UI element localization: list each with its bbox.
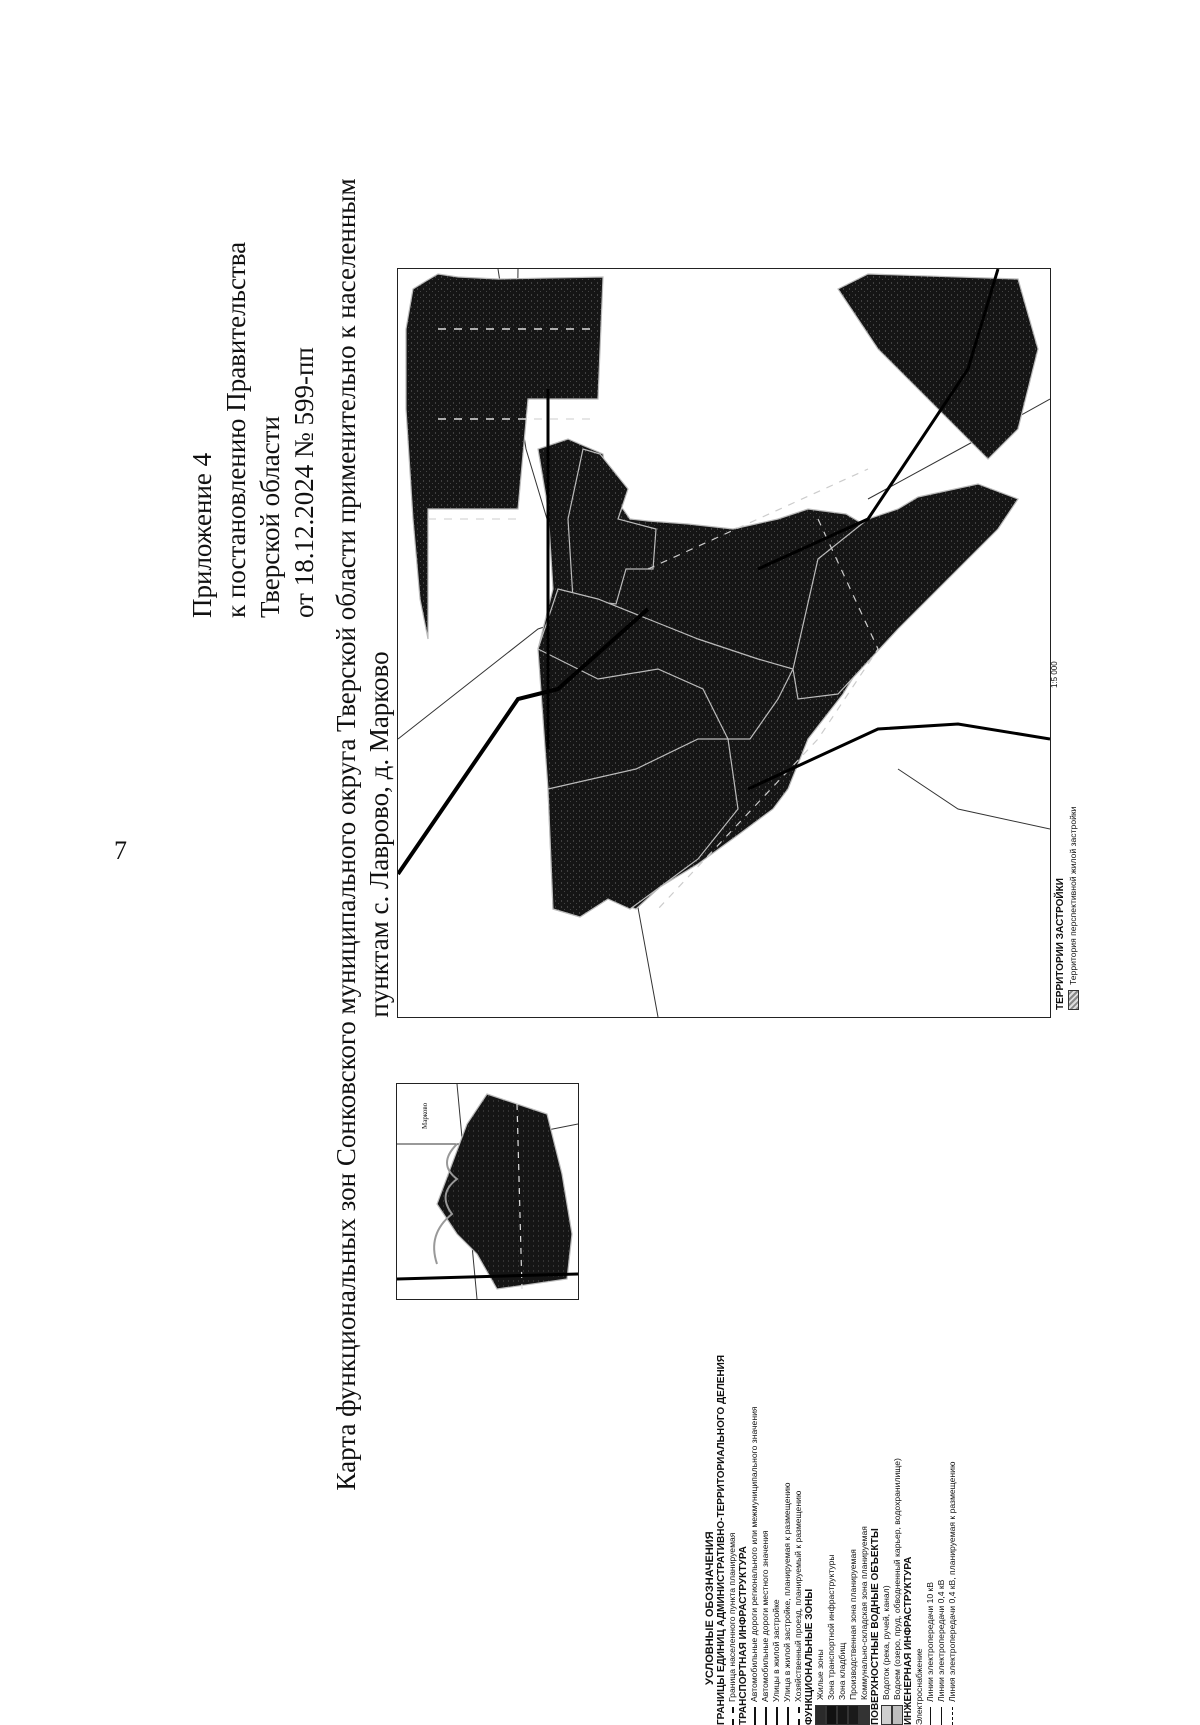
map-title-line2: пунктам с. Лаврово, д. Марково xyxy=(364,651,394,1018)
legend-item xyxy=(793,1355,804,1725)
settlement-label: Марково xyxy=(421,1102,429,1129)
zone-swatch xyxy=(815,1705,826,1725)
build-legend xyxy=(1055,807,1079,1010)
context-line xyxy=(898,769,1050,829)
hatch-swatch xyxy=(1068,990,1079,1010)
legend-title: УСЛОВНЫЕ ОБОЗНАЧЕНИЯ xyxy=(704,1531,716,1685)
inset-map xyxy=(396,1083,579,1300)
legend-label: Линия электропередачи 0,4 кВ, планируемая к размещению xyxy=(947,1461,957,1702)
line-symbol xyxy=(787,1707,789,1725)
inset-map-drawing xyxy=(397,1084,578,1299)
legend-label: Линии электропередачи 0,4 кВ xyxy=(936,1579,946,1702)
legend-item xyxy=(749,1355,760,1725)
map-title xyxy=(330,157,396,1512)
zone-swatch xyxy=(848,1705,859,1725)
legend-heading: ФУНКЦИОНАЛЬНЫЕ ЗОНЫ xyxy=(804,1588,815,1725)
appendix-header xyxy=(185,242,321,618)
legend-label: Автомобильные дороги регионального или межмуниципального значения xyxy=(749,1406,759,1702)
legend-label: Зона кладбищ xyxy=(837,1642,847,1700)
map-title-line1: Карта функциональных зон Сонковского муниципального округа Тверской области применительно к населенным xyxy=(331,178,361,1491)
zone-swatch xyxy=(859,1705,870,1725)
legend-item xyxy=(826,1355,837,1725)
appendix-line: Приложение 4 xyxy=(187,452,217,618)
dash-line-symbol xyxy=(732,1707,734,1725)
main-map xyxy=(397,268,1051,1018)
dash-line-symbol xyxy=(798,1707,800,1725)
legend-label: Линии электропередачи 10 кВ xyxy=(925,1581,935,1702)
legend xyxy=(705,1355,958,1725)
dash-line-symbol xyxy=(952,1707,953,1725)
map-scale: 1:5 000 xyxy=(1050,661,1059,688)
legend-item xyxy=(947,1355,958,1725)
legend-label: Зона транспортной инфраструктуры xyxy=(826,1554,836,1700)
legend-item xyxy=(760,1355,771,1725)
legend-item xyxy=(815,1355,826,1725)
legend-heading: ТРАНСПОРТНАЯ ИНФРАСТРУКТУРА xyxy=(738,1546,749,1725)
zone-planned-northeast xyxy=(838,274,1038,459)
legend-heading: ПОВЕРХНОСТНЫЕ ВОДНЫЕ ОБЪЕКТЫ xyxy=(870,1528,881,1725)
legend-item xyxy=(1067,807,1079,1010)
legend-label: Водоток (река, ручей, канал) xyxy=(881,1585,891,1700)
legend-label: Хозяйственный проезд, планируемый к размещению xyxy=(793,1490,803,1702)
legend-item xyxy=(881,1355,892,1725)
legend-item xyxy=(771,1355,782,1725)
water-swatch xyxy=(881,1705,892,1725)
appendix-line: к постановлению Правительства xyxy=(221,241,251,618)
line-symbol xyxy=(765,1707,767,1725)
legend-heading: ГРАНИЦЫ ЕДИНИЦ АДМИНИСТРАТИВНО-ТЕРРИТОРИАЛЬНОГО ДЕЛЕНИЯ xyxy=(716,1354,727,1725)
legend-heading: ИНЖЕНЕРНАЯ ИНФРАСТРУКТУРА xyxy=(903,1556,914,1725)
water-swatch xyxy=(892,1705,903,1725)
legend-item xyxy=(848,1355,859,1725)
page-number: 7 xyxy=(114,836,127,865)
legend-item xyxy=(925,1355,936,1725)
zone-swatch xyxy=(837,1705,848,1725)
main-map-drawing xyxy=(398,269,1050,1017)
legend-item xyxy=(727,1355,738,1725)
legend-label: Территория перспективной жилой застройки xyxy=(1068,806,1078,985)
thin-line-symbol xyxy=(941,1707,942,1725)
settlement-label: с. Лаврово xyxy=(743,482,752,519)
legend-item xyxy=(859,1355,870,1725)
legend-item xyxy=(936,1355,947,1725)
thin-line-symbol xyxy=(930,1707,931,1725)
appendix-line: Тверской области xyxy=(255,416,285,618)
legend-label: Улицы в жилой застройке xyxy=(771,1599,781,1702)
legend-item xyxy=(892,1355,903,1725)
legend-item xyxy=(782,1355,793,1725)
legend-item xyxy=(837,1355,848,1725)
legend-label: Водоем (озеро, пруд, обводненный карьер, водохранилище) xyxy=(892,1458,902,1700)
legend-label: Граница населенного пункта планируемая xyxy=(727,1532,737,1702)
legend-heading: ТЕРРИТОРИИ ЗАСТРОЙКИ xyxy=(1055,878,1066,1010)
legend-label: Коммунально-складская зона планируемая xyxy=(859,1526,869,1700)
appendix-line: от 18.12.2024 № 599-пп xyxy=(289,347,319,618)
line-symbol xyxy=(754,1707,756,1725)
legend-label: Улица в жилой застройке, планируемая к размещению xyxy=(782,1482,792,1702)
zone-residential-markovo xyxy=(437,1094,572,1289)
legend-label: Жилые зоны xyxy=(815,1649,825,1700)
legend-label: Производственная зона планируемая xyxy=(848,1549,858,1700)
legend-subheading: Электроснабжение xyxy=(914,1648,924,1725)
zone-swatch xyxy=(826,1705,837,1725)
legend-label: Автомобильные дороги местного значения xyxy=(760,1530,770,1702)
line-symbol xyxy=(776,1707,778,1725)
